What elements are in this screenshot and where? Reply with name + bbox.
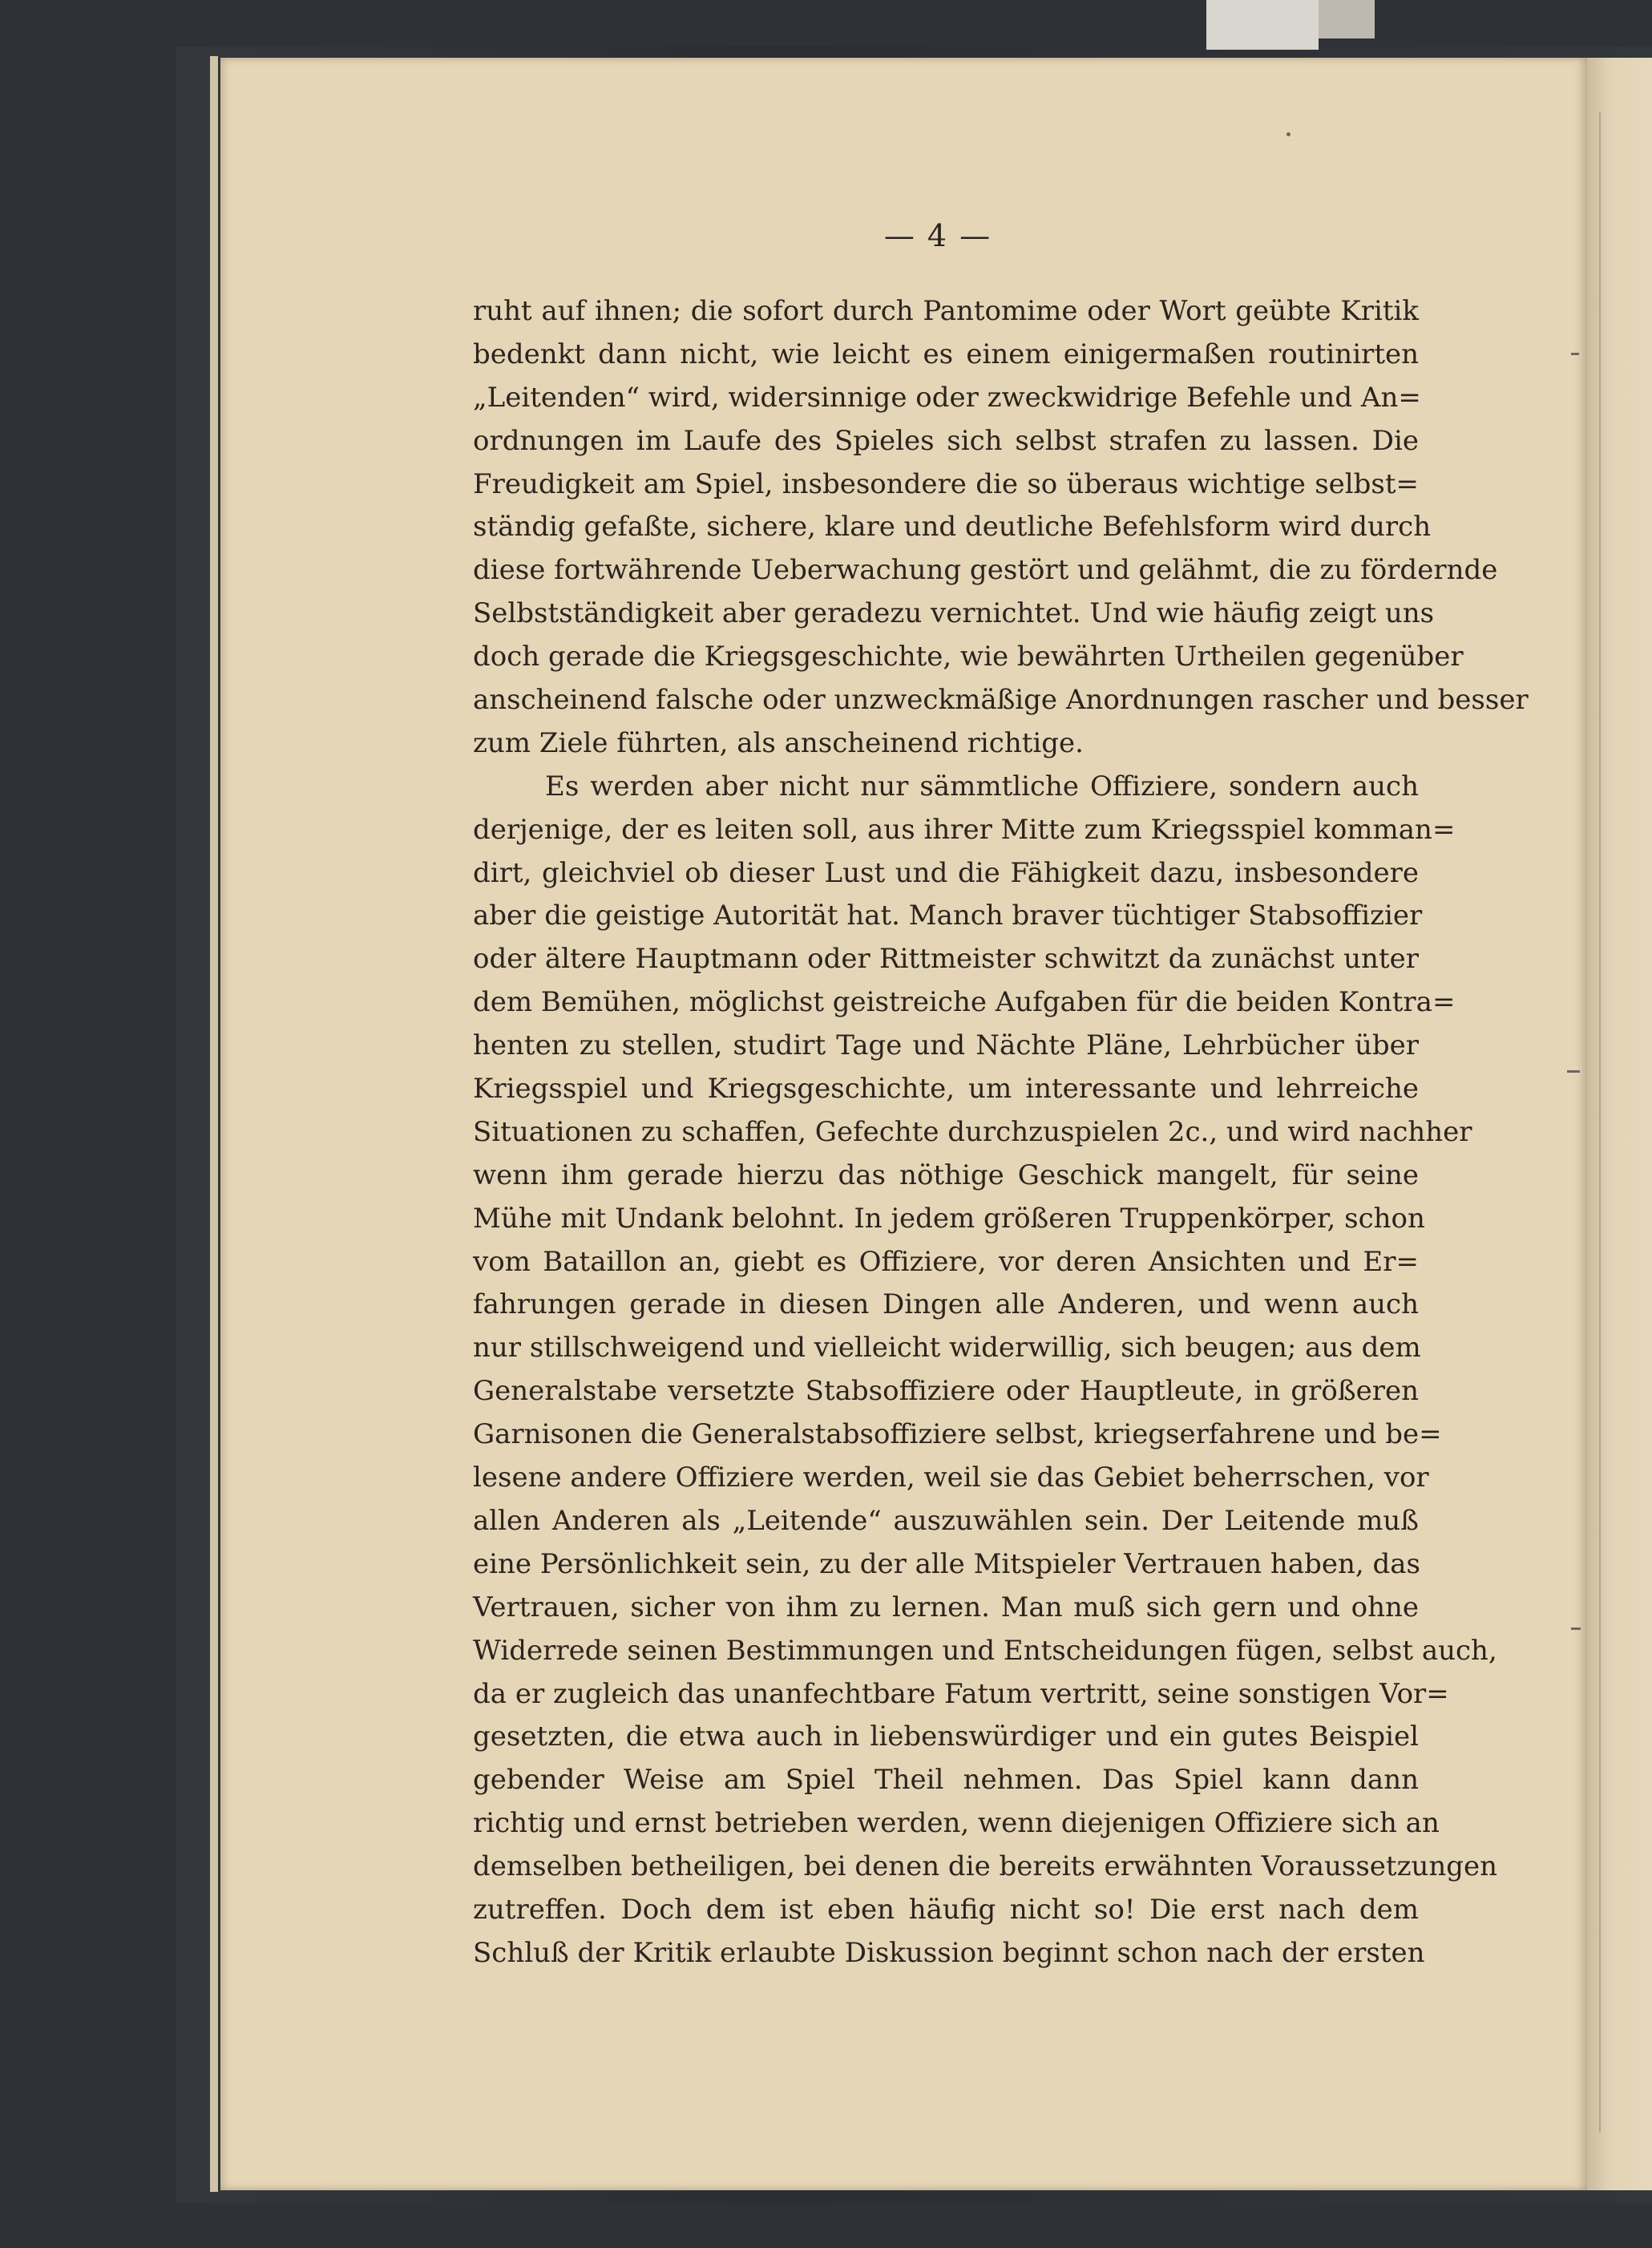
text-line: doch gerade die Kriegsgeschichte, wie bewährten Urtheilen gegenüber [473, 641, 1464, 673]
text-line: Schluß der Kritik erlaubte Diskussion beginnt schon nach der ersten [473, 1936, 1425, 1969]
text-line: gesetzten, die etwa auch in liebenswürdiger und ein gutes Beispiel [473, 1720, 1419, 1753]
text-line: bedenkt dann nicht, wie leicht es einem einigermaßen routinirten [473, 338, 1419, 370]
text-line: Es werden aber nicht nur sämmtliche Offiziere, sondern auch [545, 770, 1419, 803]
text-line: derjenige, der es leiten soll, aus ihrer Mitte zum Kriegsspiel komman= [473, 813, 1456, 846]
margin-mark [1571, 353, 1579, 355]
text-line: ständig gefaßte, sichere, klare und deutliche Befehlsform wird durch [473, 511, 1432, 544]
margin-mark [1286, 132, 1290, 136]
text-line: richtig und ernst betrieben werden, wenn diejenigen Offiziere sich an [473, 1807, 1440, 1840]
paper-tab [1206, 0, 1319, 50]
page-edge [210, 56, 218, 2192]
gutter-fold-line [1599, 112, 1601, 2133]
text-line: Generalstabe versetzte Stabsoffiziere oder Hauptleute, in größeren [473, 1375, 1419, 1408]
text-line: „Leitenden“ wird, widersinnige oder zweckwidrige Befehle und An= [473, 381, 1421, 414]
text-line: allen Anderen als „Leitende“ auszuwählen sein. Der Leitende muß [473, 1504, 1419, 1537]
body-text [473, 290, 1529, 1975]
text-line: eine Persönlichkeit sein, zu der alle Mitspieler Vertrauen haben, das [473, 1547, 1420, 1580]
text-line: diese fortwährende Ueberwachung gestört und gelähmt, die zu fördernde [473, 554, 1498, 587]
text-line: Garnisonen die Generalstabsoffiziere selbst, kriegserfahrene und be= [473, 1418, 1442, 1451]
paper-tab-shadow [1319, 0, 1375, 38]
text-line: aber die geistige Autorität hat. Manch braver tüchtiger Stabsoffizier [473, 900, 1423, 932]
text-line: henten zu stellen, studirt Tage und Nächte Pläne, Lehrbücher über [473, 1029, 1419, 1062]
text-line: Situationen zu schaffen, Gefechte durchzuspielen 2c., und wird nachher [473, 1115, 1472, 1148]
page-number: — 4 — [883, 218, 992, 253]
text-line: anscheinend falsche oder unzweckmäßige Anordnungen rascher und besser [473, 684, 1529, 717]
text-line: Widerrede seinen Bestimmungen und Entscheidungen fügen, selbst auch, [473, 1634, 1497, 1667]
text-line: lesene andere Offiziere werden, weil sie das Gebiet beherrschen, vor [473, 1462, 1429, 1494]
text-line: Kriegsspiel und Kriegsgeschichte, um interessante und lehrreiche [473, 1073, 1419, 1106]
margin-mark [1571, 1627, 1581, 1630]
text-line: da er zugleich das unanfechtbare Fatum vertritt, seine sonstigen Vor= [473, 1677, 1449, 1710]
text-line: ordnungen im Laufe des Spieles sich selbst strafen zu lassen. Die [473, 424, 1419, 457]
text-line: nur stillschweigend und vielleicht widerwillig, sich beugen; aus dem [473, 1332, 1421, 1365]
facing-page-gutter [1587, 58, 1652, 2190]
text-line: demselben betheiligen, bei denen die bereits erwähnten Voraussetzungen [473, 1850, 1498, 1883]
text-line: zutreffen. Doch dem ist eben häufig nicht so! Die erst nach dem [473, 1893, 1419, 1926]
text-line: ruht auf ihnen; die sofort durch Pantomime oder Wort geübte Kritik [473, 295, 1419, 327]
text-line: fahrungen gerade in diesen Dingen alle Anderen, und wenn auch [473, 1288, 1419, 1321]
text-line: dirt, gleichviel ob dieser Lust und die Fähigkeit dazu, insbesondere [473, 856, 1419, 889]
text-line: oder ältere Hauptmann oder Rittmeister schwitzt da zunächst unter [473, 943, 1419, 976]
text-line: wenn ihm gerade hierzu das nöthige Geschick mangelt, für seine [473, 1158, 1419, 1191]
text-line: gebender Weise am Spiel Theil nehmen. Das Spiel kann dann [473, 1764, 1419, 1797]
text-line: dem Bemühen, möglichst geistreiche Aufgaben für die beiden Kontra= [473, 986, 1456, 1019]
text-line: Selbstständigkeit aber geradezu vernichtet. Und wie häufig zeigt uns [473, 597, 1435, 630]
text-line: vom Bataillon an, giebt es Offiziere, vor deren Ansichten und Er= [473, 1245, 1419, 1278]
margin-mark [1567, 1070, 1580, 1073]
text-line: Mühe mit Undank belohnt. In jedem größeren Truppenkörper, schon [473, 1202, 1425, 1235]
text-line: zum Ziele führten, als anscheinend richtige. [473, 726, 1084, 759]
text-line: Freudigkeit am Spiel, insbesondere die so überaus wichtige selbst= [473, 467, 1419, 500]
text-line: Vertrauen, sicher von ihm zu lernen. Man muß sich gern und ohne [473, 1591, 1419, 1623]
